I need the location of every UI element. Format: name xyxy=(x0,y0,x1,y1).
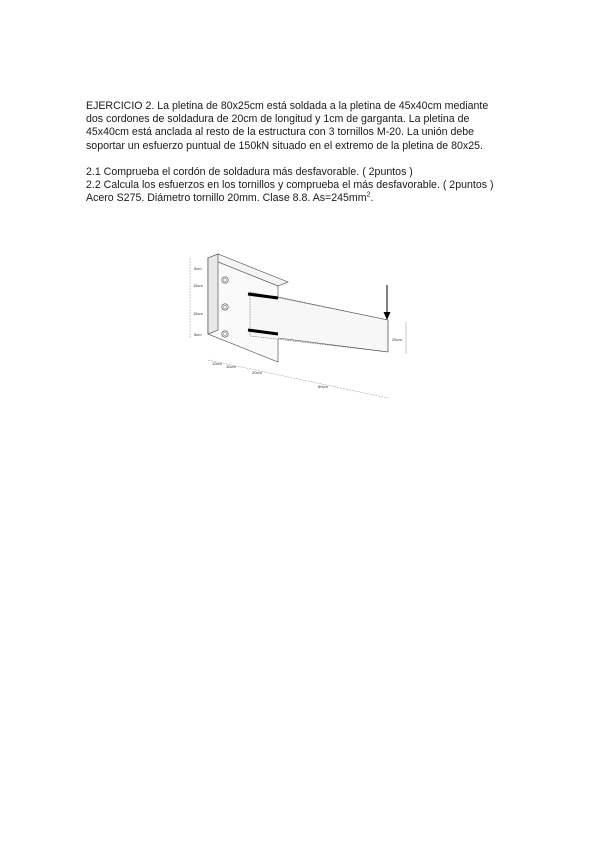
statement-line-3: 45x40cm está anclada al resto de la estructura con 3 tornillos M-20. La unión debe xyxy=(86,126,475,139)
dim-bolt-spacing-1: 15cm xyxy=(193,283,203,288)
dim-side-edge: 10cm xyxy=(212,361,222,366)
statement-line-2: dos cordones de soldadura de 20cm de longitud y 1cm de garganta. La pletina de xyxy=(86,113,470,126)
material-prefix: Acero S275. Diámetro tornillo 20mm. Clase 8.8. As=245mm xyxy=(86,192,367,205)
question-1: 2.1 Comprueba el cordón de soldadura más desfavorable. ( 2puntos ) xyxy=(86,165,413,178)
dim-plate-to-weld: 10cm xyxy=(226,364,236,369)
dim-bottom-edge: 5cm xyxy=(194,332,202,337)
dim-bolt-spacing-2: 15cm xyxy=(193,311,203,316)
material-superscript: 2 xyxy=(366,191,371,199)
load-arrow-head xyxy=(384,312,391,320)
exercise-text xyxy=(86,100,526,205)
statement-line-4: soportar un esfuerzo puntual de 150kN situado en el extremo de la pletina de 80x25. xyxy=(86,139,483,152)
connection-diagram xyxy=(178,250,418,405)
statement-line-1: EJERCICIO 2. La pletina de 80x25cm está soldada a la pletina de 45x40cm mediante xyxy=(86,100,489,112)
question-2: 2.2 Calcula los esfuerzos en los tornillos y comprueba el más desfavorable. ( 2puntos ) xyxy=(86,179,494,192)
base-plate-side xyxy=(208,254,218,334)
dim-cantilever-length: 80cm xyxy=(318,384,328,389)
material-suffix: . xyxy=(370,192,374,205)
paragraph-gap xyxy=(86,153,526,166)
dim-plate-depth: 25cm xyxy=(392,337,402,342)
dim-weld-length: 20cm xyxy=(252,370,262,375)
dim-top-edge: 5cm xyxy=(194,266,202,271)
material-spec xyxy=(86,192,526,205)
connection-drawing xyxy=(178,250,418,405)
